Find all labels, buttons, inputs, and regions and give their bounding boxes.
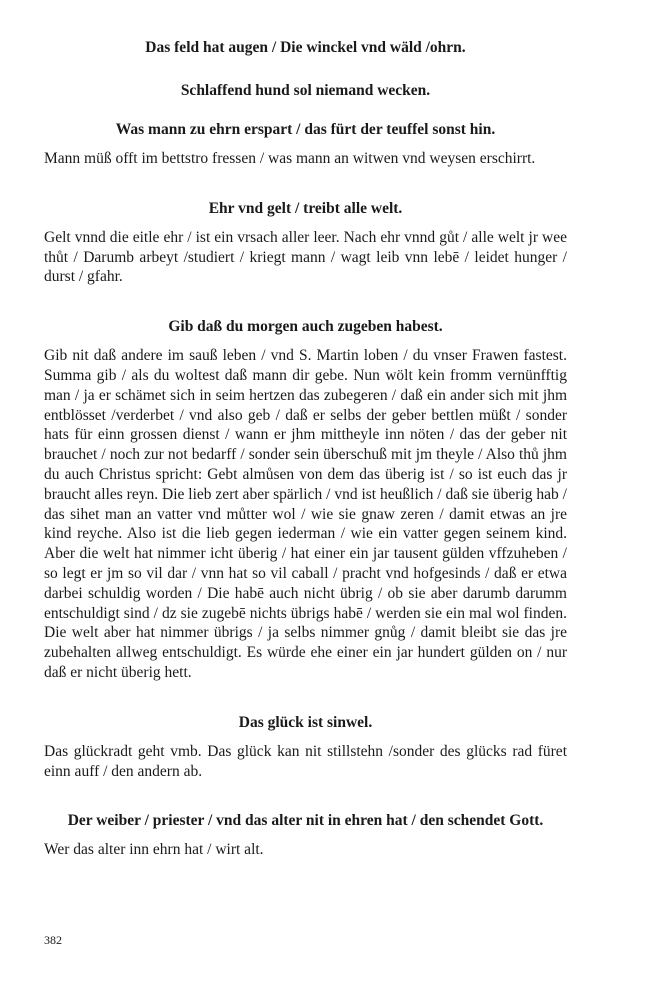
page-number: 382 bbox=[44, 933, 62, 947]
page-body bbox=[44, 38, 567, 860]
proverb-heading: Was mann zu ehrn erspart / das fürt der teuffel sonst hin. bbox=[115, 121, 496, 138]
proverb-text: Wer das alter inn ehrn hat / wirt alt. bbox=[44, 841, 264, 859]
proverb-text: Gib nit daß andere im sauß leben / vnd S. Martin loben / du vnser Frawen fastest. Summa gib / als du woltest daß mann dir gebe. Nun wölt kein fromm vernünfftig man / ja er schämet sich in seim hertzen das zubegeren / daß ein ander sich mit jhm entblösset /verderbet / vnd also geb / daß er selbs der geber bettlen müßt / sonder hats für einn grossen dienst / wann er jhm mittheyle inn nöten / das der geber nit brauchet / noch zur not bedarff / sonder sein überschuß mit jm theyle / Also thů jhm du auch Christus spricht: Gebt almůsen von dem das überig ist / so ist euch das jr braucht alles reyn. Die lieb zert aber spärlich / vnd ist heußlich / daß sie überig hab / das sihet man an vatter vnd můtter wol / wie sie gnaw zeren / damit etwas an jre kind reyche. Also ist die lieb gegen iederman / wie ein vatter gegen seinem kind. Aber die welt hat nimmer icht überig / hat einer ein jar tausent gülden vffzuheben / so legt er jm so vil dar / vnn hat so vil caball / pracht vnd hofgesinds / daß er etwa darbei schuldig worden / Die habē auch nicht übrig / ob sie aber darumb darumm entschuldigt sind / dz sie zugebē nichts übrigs habē / werden sie ein mal wol finden. Die welt aber hat nimmer übrigs / ja selbs nimmer gnůg / damit bleibt sie das jre zubehalten allweg entschuldigt. Es würde ehe einer ein jar hundert gülden on / nur daß er nicht überig hett. bbox=[44, 347, 567, 681]
proverb-text: Das glückradt geht vmb. Das glück kan nit stillstehn /sonder des glücks rad füret einn auff / den andern ab. bbox=[44, 742, 567, 780]
proverb-heading: Schlaffend hund sol niemand wecken. bbox=[180, 82, 431, 99]
proverb-heading: Der weiber / priester / vnd das alter nit in ehren hat / den schendet Gott. bbox=[67, 812, 544, 830]
proverb-text: Gelt vnnd die eitle ehr / ist ein vrsach aller leer. Nach ehr vnnd gůt / alle welt jr wee thůt / Darumb arbeyt /studiert / kriegt mann / wagt leib vnn lebē / leidet hunger / durst / gfahr. bbox=[44, 228, 567, 286]
proverb-heading: Das glück ist sinwel. bbox=[238, 713, 373, 731]
proverb-heading: Gib daß du morgen auch zugeben habest. bbox=[168, 318, 443, 336]
proverb-text: Mann müß offt im bettstro fressen / was mann an witwen vnd weysen erschirrt. bbox=[44, 150, 536, 167]
proverb-heading: Ehr vnd gelt / treibt alle welt. bbox=[208, 199, 403, 217]
proverb-heading: Das feld hat augen / Die winckel vnd wäld /ohrn. bbox=[145, 39, 466, 56]
